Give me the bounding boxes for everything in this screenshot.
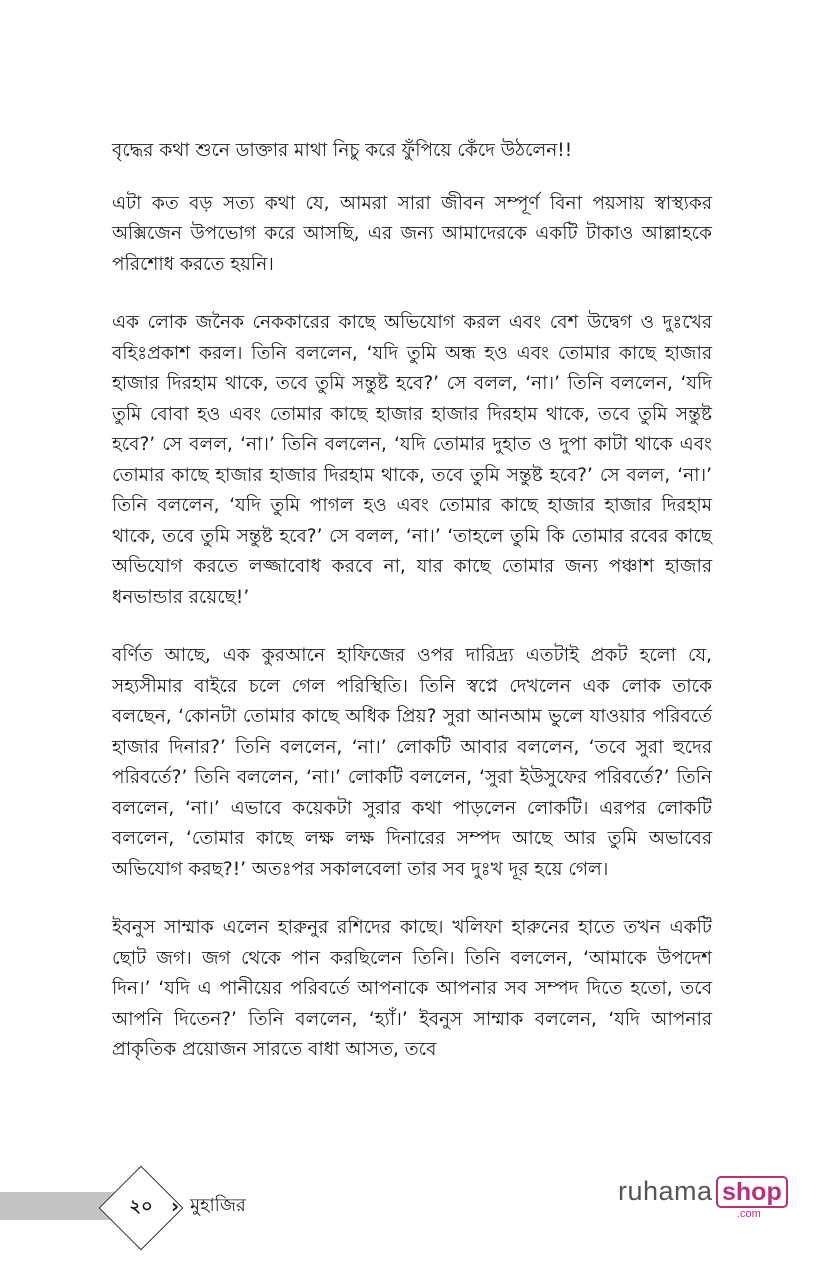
paragraph: এটা কত বড় সত্য কথা যে, আমরা সারা জীবন সম্পূর্ণ বিনা পয়সায় স্বাস্থ্যকর অক্সিজেন উপভোগ করে আসছি, এর জন্য আমাদেরকে একটি টাকাও আল্লাহকে পরিশোধ করতে হয়নি।: [112, 192, 712, 275]
paragraph: বর্ণিত আছে, এক কুরআনে হাফিজের ওপর দারিদ্র্য এতটাই প্রকট হলো যে, সহ্যসীমার বাইরে চলে গেল পরিস্থিতি। তিনি স্বপ্নে দেখলেন এক লোক তাকে বলছেন, ‘কোনটা তোমার কাছে অধিক প্রিয়? সুরা আনআম ভুলে যাওয়ার পরিবর্তে হাজার দিনার?’ তিনি বললেন, ‘না।’ লোকটি আবার বললেন, ‘তবে সুরা হুদের পরিবর্তে?’ তিনি বললেন, ‘না।’ লোকটি বললেন, ‘সুরা ইউসুফের পরিবর্তে?’ তিনি বললেন, ‘না।’ এভাবে কয়েকটা সুরার কথা পাড়লেন লোকটি। এরপর লোকটি বললেন, ‘তোমার কাছে লক্ষ লক্ষ দিনারের সম্পদ আছে আর তুমি অভাবের অভিযোগ করছ?!’ অতঃপর সকালবেলা তার সব দুঃখ দূর হয়ে গেল।: [112, 645, 712, 880]
paragraph: বৃদ্ধের কথা শুনে ডাক্তার মাথা নিচু করে ফুঁপিয়ে কেঁদে উঠলেন!!: [112, 140, 573, 161]
paragraph: এক লোক জনৈক নেককারের কাছে অভিযোগ করল এবং বেশ উদ্বেগ ও দুঃখের বহিঃপ্রকাশ করল। তিনি বললেন, ‘যদি তুমি অন্ধ হও এবং তোমার কাছে হাজার হাজার দিরহাম থাকে, তবে তুমি সন্তুষ্ট হবে?’ সে বলল, ‘না।’ তিনি বললেন, ‘যদি তুমি বোবা হও এবং তোমার কাছে হাজার হাজার দিরহাম থাকে, তবে তুমি সন্তুষ্ট হবে?’ সে বলল, ‘না।’ তিনি বললেন, ‘যদি তোমার দুহাত ও দুপা কাটা থাকে এবং তোমার কাছে হাজার হাজার দিরহাম থাকে, তবে তুমি সন্তুষ্ট হবে?’ সে বলল, ‘না।’ তিনি বললেন, ‘যদি তুমি পাগল হও এবং তোমার কাছে হাজার হাজার দিরহাম থাকে, তবে তুমি সন্তুষ্ট হবে?’ সে বলল, ‘না।’ ‘তাহলে তুমি কি তোমার রবের কাছে অভিযোগ করতে লজ্জাবোধ করবে না, যার কাছে তোমার জন্য পঞ্চাশ হাজার ধনভান্ডার রয়েছে!’: [112, 312, 712, 608]
chevron-right-icon: ›: [171, 1194, 180, 1218]
page-number: ২০: [129, 1196, 153, 1217]
ruhamashop-logo: [618, 1174, 782, 1222]
book-title: মুহাজির: [190, 1195, 246, 1216]
body-text: [112, 136, 712, 1094]
paragraph: ইবনুস সাম্মাক এলেন হারুনুর রশিদের কাছে। খলিফা হারুনের হাতে তখন একটি ছোট জগ। জগ থেকে পান করছিলেন তিনি। তিনি বললেন, ‘আমাকে উপদেশ দিন।’ ‘যদি এ পানীয়ের পরিবর্তে আপনাকে আপনার সব সম্পদ দিতে হতো, তবে আপনি দিতেন?’ তিনি বললেন, ‘হ্যাঁ।’ ইবনুস সাম্মাক বললেন, ‘যদি আপনার প্রাকৃতিক প্রয়োজন সারতে বাধা আসত, তবে: [112, 917, 712, 1060]
logo-suffix: .com: [737, 1208, 761, 1220]
logo-text-main: ruhama: [618, 1176, 713, 1206]
logo-text-accent: shop: [716, 1176, 788, 1208]
